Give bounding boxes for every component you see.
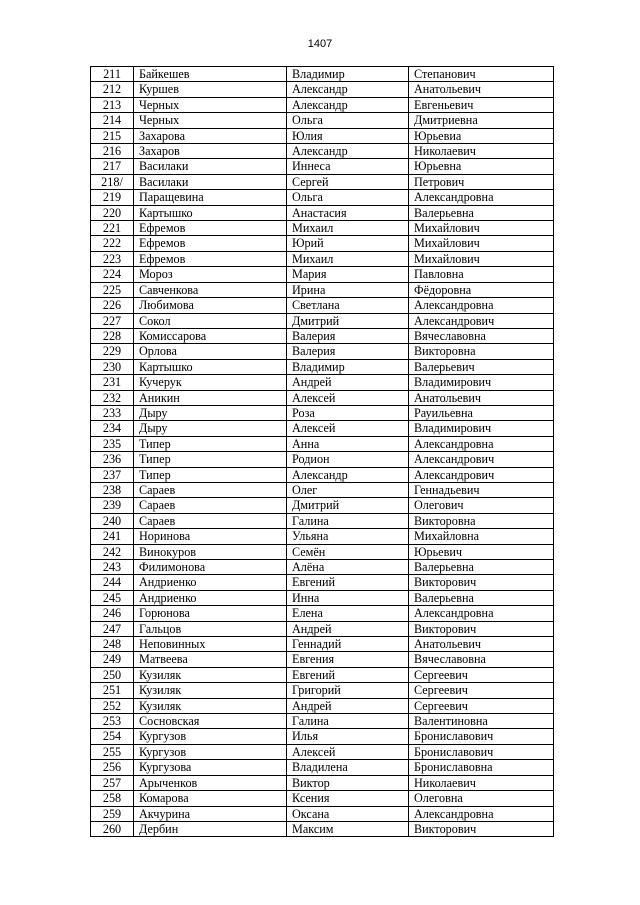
row-number-cell: 256 bbox=[91, 760, 134, 775]
table-row bbox=[91, 221, 554, 236]
table-row bbox=[91, 760, 554, 775]
table-row bbox=[91, 359, 554, 374]
row-number-cell: 250 bbox=[91, 667, 134, 682]
table-row bbox=[91, 436, 554, 451]
surname-cell: Дыру bbox=[134, 405, 287, 420]
surname-cell: Паращевина bbox=[134, 190, 287, 205]
row-number-cell: 217 bbox=[91, 159, 134, 174]
first-name-cell: Роза bbox=[287, 405, 409, 420]
patronymic-cell: Михайлович bbox=[409, 236, 554, 251]
first-name-cell: Михаил bbox=[287, 251, 409, 266]
table-row bbox=[91, 298, 554, 313]
first-name-cell: Илья bbox=[287, 729, 409, 744]
surname-cell: Типер bbox=[134, 436, 287, 451]
patronymic-cell: Александровна bbox=[409, 298, 554, 313]
table-row bbox=[91, 190, 554, 205]
surname-cell: Гальцов bbox=[134, 621, 287, 636]
table-row bbox=[91, 560, 554, 575]
patronymic-cell: Александровна bbox=[409, 190, 554, 205]
surname-cell: Филимонова bbox=[134, 560, 287, 575]
table-row bbox=[91, 344, 554, 359]
first-name-cell: Михаил bbox=[287, 221, 409, 236]
first-name-cell: Оксана bbox=[287, 806, 409, 821]
row-number-cell: 219 bbox=[91, 190, 134, 205]
table-row bbox=[91, 652, 554, 667]
row-number-cell: 257 bbox=[91, 775, 134, 790]
table-row bbox=[91, 421, 554, 436]
first-name-cell: Виктор bbox=[287, 775, 409, 790]
row-number-cell: 255 bbox=[91, 744, 134, 759]
table-row bbox=[91, 390, 554, 405]
table-row bbox=[91, 452, 554, 467]
first-name-cell: Александр bbox=[287, 97, 409, 112]
surname-cell: Сараев bbox=[134, 482, 287, 497]
surname-cell: Сараев bbox=[134, 498, 287, 513]
surname-cell: Кучерук bbox=[134, 375, 287, 390]
table-row bbox=[91, 498, 554, 513]
first-name-cell: Ольга bbox=[287, 113, 409, 128]
first-name-cell: Геннадий bbox=[287, 637, 409, 652]
first-name-cell: Андрей bbox=[287, 375, 409, 390]
patronymic-cell: Викторовна bbox=[409, 344, 554, 359]
table-row bbox=[91, 806, 554, 821]
table-row bbox=[91, 621, 554, 636]
first-name-cell: Родион bbox=[287, 452, 409, 467]
first-name-cell: Мария bbox=[287, 267, 409, 282]
first-name-cell: Валерия bbox=[287, 328, 409, 343]
row-number-cell: 213 bbox=[91, 97, 134, 112]
table-row bbox=[91, 97, 554, 112]
table-row bbox=[91, 236, 554, 251]
patronymic-cell: Брониславович bbox=[409, 729, 554, 744]
row-number-cell: 227 bbox=[91, 313, 134, 328]
row-number-cell: 229 bbox=[91, 344, 134, 359]
first-name-cell: Владилена bbox=[287, 760, 409, 775]
first-name-cell: Владимир bbox=[287, 359, 409, 374]
table-row bbox=[91, 128, 554, 143]
row-number-cell: 252 bbox=[91, 698, 134, 713]
table-row bbox=[91, 529, 554, 544]
row-number-cell: 253 bbox=[91, 714, 134, 729]
table-row bbox=[91, 821, 554, 836]
surname-cell: Горюнова bbox=[134, 606, 287, 621]
surname-cell: Норинова bbox=[134, 529, 287, 544]
first-name-cell: Юлия bbox=[287, 128, 409, 143]
patronymic-cell: Владимирович bbox=[409, 421, 554, 436]
patronymic-cell: Геннадьевич bbox=[409, 482, 554, 497]
first-name-cell: Валерия bbox=[287, 344, 409, 359]
patronymic-cell: Сергеевич bbox=[409, 698, 554, 713]
first-name-cell: Алексей bbox=[287, 421, 409, 436]
first-name-cell: Елена bbox=[287, 606, 409, 621]
first-name-cell: Юрий bbox=[287, 236, 409, 251]
row-number-cell: 249 bbox=[91, 652, 134, 667]
row-number-cell: 258 bbox=[91, 791, 134, 806]
patronymic-cell: Валерьевна bbox=[409, 205, 554, 220]
surname-cell: Неповинных bbox=[134, 637, 287, 652]
first-name-cell: Алёна bbox=[287, 560, 409, 575]
first-name-cell: Алексей bbox=[287, 390, 409, 405]
table-row bbox=[91, 637, 554, 652]
first-name-cell: Ульяна bbox=[287, 529, 409, 544]
patronymic-cell: Михайловна bbox=[409, 529, 554, 544]
patronymic-cell: Викторовна bbox=[409, 513, 554, 528]
page-number: 1407 bbox=[307, 38, 333, 50]
surname-cell: Комиссарова bbox=[134, 328, 287, 343]
row-number-cell: 216 bbox=[91, 144, 134, 159]
table-row bbox=[91, 729, 554, 744]
names-table-body bbox=[91, 67, 554, 837]
surname-cell: Кузиляк bbox=[134, 683, 287, 698]
table-row bbox=[91, 328, 554, 343]
first-name-cell: Иннеса bbox=[287, 159, 409, 174]
row-number-cell: 228 bbox=[91, 328, 134, 343]
first-name-cell: Олег bbox=[287, 482, 409, 497]
patronymic-cell: Олегович bbox=[409, 498, 554, 513]
table-row bbox=[91, 67, 554, 82]
row-number-cell: 240 bbox=[91, 513, 134, 528]
first-name-cell: Галина bbox=[287, 513, 409, 528]
patronymic-cell: Павловна bbox=[409, 267, 554, 282]
surname-cell: Василаки bbox=[134, 174, 287, 189]
first-name-cell: Ксения bbox=[287, 791, 409, 806]
surname-cell: Любимова bbox=[134, 298, 287, 313]
surname-cell: Дыру bbox=[134, 421, 287, 436]
row-number-cell: 226 bbox=[91, 298, 134, 313]
first-name-cell: Семён bbox=[287, 544, 409, 559]
surname-cell: Захаров bbox=[134, 144, 287, 159]
surname-cell: Андриенко bbox=[134, 590, 287, 605]
table-row bbox=[91, 683, 554, 698]
first-name-cell: Дмитрий bbox=[287, 313, 409, 328]
patronymic-cell: Валерьевна bbox=[409, 590, 554, 605]
first-name-cell: Григорий bbox=[287, 683, 409, 698]
row-number-cell: 260 bbox=[91, 821, 134, 836]
surname-cell: Ефремов bbox=[134, 221, 287, 236]
surname-cell: Кургузов bbox=[134, 744, 287, 759]
table-row bbox=[91, 405, 554, 420]
row-number-cell: 223 bbox=[91, 251, 134, 266]
table-row bbox=[91, 282, 554, 297]
patronymic-cell: Степанович bbox=[409, 67, 554, 82]
patronymic-cell: Николаевич bbox=[409, 775, 554, 790]
patronymic-cell: Брониславович bbox=[409, 744, 554, 759]
table-row bbox=[91, 251, 554, 266]
row-number-cell: 234 bbox=[91, 421, 134, 436]
first-name-cell: Галина bbox=[287, 714, 409, 729]
surname-cell: Мороз bbox=[134, 267, 287, 282]
surname-cell: Картышко bbox=[134, 205, 287, 220]
table-row bbox=[91, 544, 554, 559]
row-number-cell: 233 bbox=[91, 405, 134, 420]
patronymic-cell: Викторович bbox=[409, 575, 554, 590]
surname-cell: Кузиляк bbox=[134, 698, 287, 713]
first-name-cell: Андрей bbox=[287, 698, 409, 713]
row-number-cell: 224 bbox=[91, 267, 134, 282]
table-row bbox=[91, 714, 554, 729]
table-row bbox=[91, 744, 554, 759]
table-row bbox=[91, 174, 554, 189]
surname-cell: Сараев bbox=[134, 513, 287, 528]
row-number-cell: 230 bbox=[91, 359, 134, 374]
first-name-cell: Александр bbox=[287, 467, 409, 482]
first-name-cell: Анастасия bbox=[287, 205, 409, 220]
first-name-cell: Андрей bbox=[287, 621, 409, 636]
surname-cell: Василаки bbox=[134, 159, 287, 174]
row-number-cell: 212 bbox=[91, 82, 134, 97]
patronymic-cell: Александровна bbox=[409, 806, 554, 821]
surname-cell: Типер bbox=[134, 467, 287, 482]
row-number-cell: 254 bbox=[91, 729, 134, 744]
table-row bbox=[91, 313, 554, 328]
first-name-cell: Евгения bbox=[287, 652, 409, 667]
table-row bbox=[91, 82, 554, 97]
patronymic-cell: Юрьевна bbox=[409, 159, 554, 174]
surname-cell: Комарова bbox=[134, 791, 287, 806]
surname-cell: Типер bbox=[134, 452, 287, 467]
table-row bbox=[91, 667, 554, 682]
patronymic-cell: Сергеевич bbox=[409, 683, 554, 698]
table-row bbox=[91, 590, 554, 605]
patronymic-cell: Вячеславовна bbox=[409, 652, 554, 667]
patronymic-cell: Валерьевич bbox=[409, 359, 554, 374]
first-name-cell: Светлана bbox=[287, 298, 409, 313]
surname-cell: Куршев bbox=[134, 82, 287, 97]
row-number-cell: 245 bbox=[91, 590, 134, 605]
row-number-cell: 235 bbox=[91, 436, 134, 451]
table-row bbox=[91, 144, 554, 159]
row-number-cell: 225 bbox=[91, 282, 134, 297]
surname-cell: Арыченков bbox=[134, 775, 287, 790]
table-row bbox=[91, 606, 554, 621]
row-number-cell: 236 bbox=[91, 452, 134, 467]
patronymic-cell: Анатольевич bbox=[409, 82, 554, 97]
row-number-cell: 222 bbox=[91, 236, 134, 251]
patronymic-cell: Валентиновна bbox=[409, 714, 554, 729]
row-number-cell: 237 bbox=[91, 467, 134, 482]
table-row bbox=[91, 113, 554, 128]
surname-cell: Захарова bbox=[134, 128, 287, 143]
first-name-cell: Александр bbox=[287, 144, 409, 159]
patronymic-cell: Юрьевич bbox=[409, 544, 554, 559]
patronymic-cell: Валерьевна bbox=[409, 560, 554, 575]
patronymic-cell: Викторович bbox=[409, 821, 554, 836]
patronymic-cell: Вячеславовна bbox=[409, 328, 554, 343]
patronymic-cell: Брониславовна bbox=[409, 760, 554, 775]
patronymic-cell: Сергеевич bbox=[409, 667, 554, 682]
row-number-cell: 238 bbox=[91, 482, 134, 497]
table-row bbox=[91, 482, 554, 497]
surname-cell: Винокуров bbox=[134, 544, 287, 559]
patronymic-cell: Николаевич bbox=[409, 144, 554, 159]
surname-cell: Черных bbox=[134, 113, 287, 128]
first-name-cell: Александр bbox=[287, 82, 409, 97]
row-number-cell: 239 bbox=[91, 498, 134, 513]
patronymic-cell: Михайлович bbox=[409, 251, 554, 266]
surname-cell: Матвеева bbox=[134, 652, 287, 667]
patronymic-cell: Фёдоровна bbox=[409, 282, 554, 297]
row-number-cell: 248 bbox=[91, 637, 134, 652]
row-number-cell: 241 bbox=[91, 529, 134, 544]
patronymic-cell: Александровна bbox=[409, 606, 554, 621]
first-name-cell: Евгений bbox=[287, 575, 409, 590]
first-name-cell: Анна bbox=[287, 436, 409, 451]
patronymic-cell: Евгеньевич bbox=[409, 97, 554, 112]
patronymic-cell: Александровна bbox=[409, 436, 554, 451]
row-number-cell: 218/ bbox=[91, 174, 134, 189]
table-row bbox=[91, 698, 554, 713]
surname-cell: Байкешев bbox=[134, 67, 287, 82]
surname-cell: Ефремов bbox=[134, 251, 287, 266]
first-name-cell: Дмитрий bbox=[287, 498, 409, 513]
first-name-cell: Евгений bbox=[287, 667, 409, 682]
table-row bbox=[91, 205, 554, 220]
names-table bbox=[90, 66, 554, 837]
surname-cell: Картышко bbox=[134, 359, 287, 374]
row-number-cell: 231 bbox=[91, 375, 134, 390]
patronymic-cell: Анатольевич bbox=[409, 637, 554, 652]
surname-cell: Кургузова bbox=[134, 760, 287, 775]
row-number-cell: 211 bbox=[91, 67, 134, 82]
patronymic-cell: Юрьевиа bbox=[409, 128, 554, 143]
table-row bbox=[91, 513, 554, 528]
patronymic-cell: Александрович bbox=[409, 467, 554, 482]
first-name-cell: Ольга bbox=[287, 190, 409, 205]
table-row bbox=[91, 575, 554, 590]
table-row bbox=[91, 159, 554, 174]
first-name-cell: Алексей bbox=[287, 744, 409, 759]
patronymic-cell: Рауильевна bbox=[409, 405, 554, 420]
first-name-cell: Сергей bbox=[287, 174, 409, 189]
first-name-cell: Максим bbox=[287, 821, 409, 836]
row-number-cell: 232 bbox=[91, 390, 134, 405]
row-number-cell: 214 bbox=[91, 113, 134, 128]
row-number-cell: 243 bbox=[91, 560, 134, 575]
table-row bbox=[91, 467, 554, 482]
row-number-cell: 244 bbox=[91, 575, 134, 590]
row-number-cell: 220 bbox=[91, 205, 134, 220]
patronymic-cell: Александрович bbox=[409, 452, 554, 467]
row-number-cell: 215 bbox=[91, 128, 134, 143]
row-number-cell: 251 bbox=[91, 683, 134, 698]
patronymic-cell: Викторович bbox=[409, 621, 554, 636]
patronymic-cell: Анатольевич bbox=[409, 390, 554, 405]
row-number-cell: 242 bbox=[91, 544, 134, 559]
surname-cell: Ефремов bbox=[134, 236, 287, 251]
surname-cell: Савченкова bbox=[134, 282, 287, 297]
surname-cell: Черных bbox=[134, 97, 287, 112]
first-name-cell: Инна bbox=[287, 590, 409, 605]
patronymic-cell: Дмитриевна bbox=[409, 113, 554, 128]
surname-cell: Акчурина bbox=[134, 806, 287, 821]
row-number-cell: 247 bbox=[91, 621, 134, 636]
first-name-cell: Ирина bbox=[287, 282, 409, 297]
patronymic-cell: Александрович bbox=[409, 313, 554, 328]
patronymic-cell: Владимирович bbox=[409, 375, 554, 390]
patronymic-cell: Петрович bbox=[409, 174, 554, 189]
patronymic-cell: Олеговна bbox=[409, 791, 554, 806]
patronymic-cell: Михайлович bbox=[409, 221, 554, 236]
surname-cell: Сосновская bbox=[134, 714, 287, 729]
surname-cell: Дербин bbox=[134, 821, 287, 836]
surname-cell: Сокол bbox=[134, 313, 287, 328]
table-row bbox=[91, 267, 554, 282]
table-row bbox=[91, 775, 554, 790]
row-number-cell: 221 bbox=[91, 221, 134, 236]
surname-cell: Кургузов bbox=[134, 729, 287, 744]
surname-cell: Кузиляк bbox=[134, 667, 287, 682]
surname-cell: Аникин bbox=[134, 390, 287, 405]
row-number-cell: 259 bbox=[91, 806, 134, 821]
surname-cell: Андриенко bbox=[134, 575, 287, 590]
first-name-cell: Владимир bbox=[287, 67, 409, 82]
surname-cell: Орлова bbox=[134, 344, 287, 359]
row-number-cell: 246 bbox=[91, 606, 134, 621]
table-row bbox=[91, 375, 554, 390]
table-row bbox=[91, 791, 554, 806]
